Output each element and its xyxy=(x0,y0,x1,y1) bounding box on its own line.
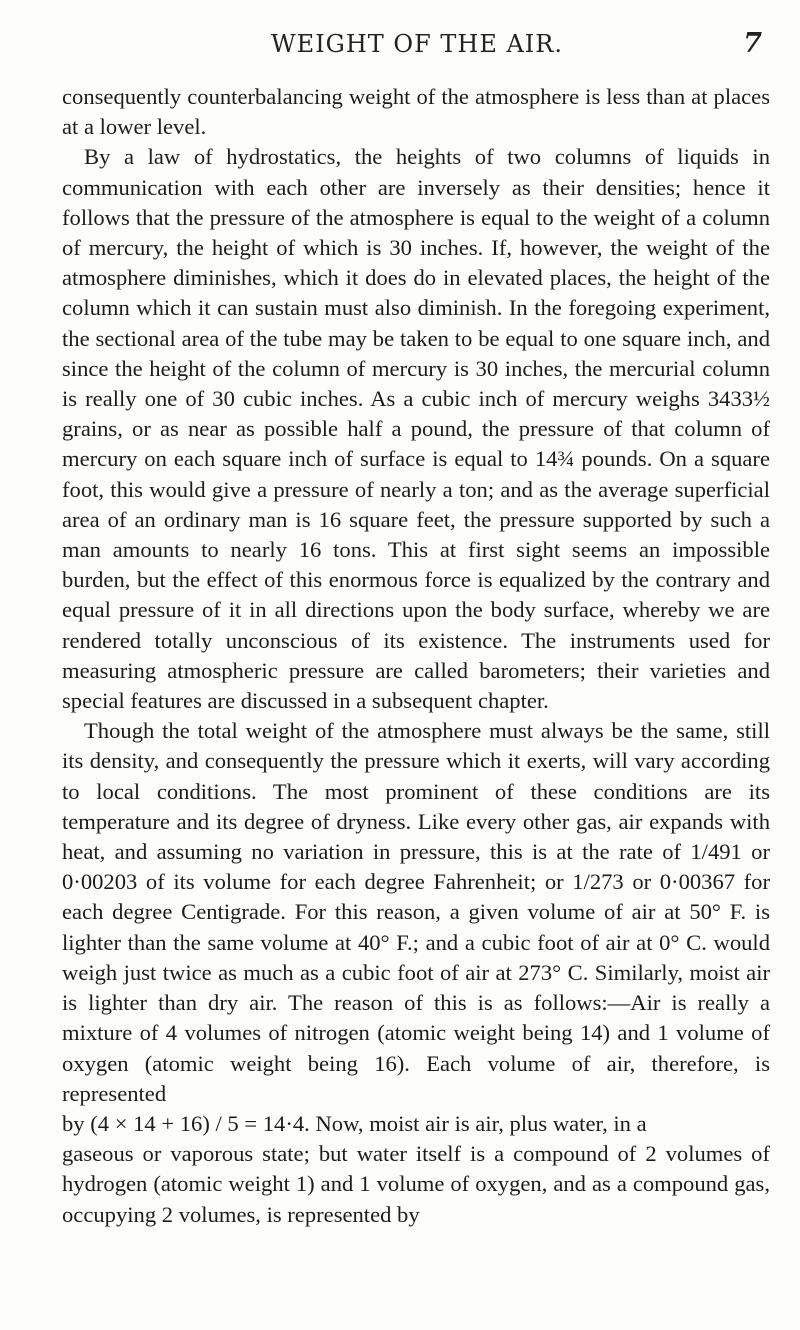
page-number: 7 xyxy=(743,28,762,59)
paragraph-1: consequently counterbalancing weight of the atmosphere is less than at places at a lower level. xyxy=(62,84,770,140)
paragraph-2: By a law of hydrostatics, the heights of two columns of liquids in communication with each other are inversely as their densities; hence it follows that the pressure of the atmosphere is equal to the weight of a column of mercury, the height of which is 30 inches. If, however, the weight of the atmosphere diminishes, which it does do in elevated places, the height of the column which it can sustain must also diminish. In the foregoing experiment, the sectional area of the tube may be taken to be equal to one square inch, and since the height of the column of mercury is 30 inches, the mercurial column is really one of 30 cubic inches. As a cubic inch of mercury weighs 3433½ grains, or as near as possible half a pound, the pressure of that column of mercury on each square inch of surface is equal to 14¾ pounds. On a square foot, this would give a pressure of nearly a ton; and as the average superficial area of an ordinary man is 16 square feet, the pressure supported by such a man amounts to nearly 16 tons. This at first sight seems an impossible burden, but the effect of this enormous force is equalized by the contrary and equal pressure of it in all directions upon the body surface, whereby we are rendered totally unconscious of its existence. The instruments used for measuring atmospheric pressure are called barometers; their varieties and special features are discussed in a subsequent chapter. xyxy=(62,144,770,714)
paragraph-continuation: gaseous or vaporous state; but water itself is a compound of 2 volumes of hydrogen (atomic weight 1) and 1 volume of oxygen, and as a compound gas, occupying 2 volumes, is represented by xyxy=(62,1141,770,1227)
formula-line: by (4 × 14 + 16) / 5 = 14·4. Now, moist air is air, plus water, in a xyxy=(62,1110,647,1136)
page-header xyxy=(66,30,768,64)
paragraph-3: Though the total weight of the atmosphere must always be the same, still its density, and consequently the pressure which it exerts, will vary according to local conditions. The most prominent of these conditions are its temperature and its degree of dryness. Like every other gas, air expands with heat, and assuming no variation in pressure, this is at the rate of 1/491 or 0·00203 of its volume for each degree Fahrenheit; or 1/273 or 0·00367 for each degree Centigrade. For this reason, a given volume of air at 50° F. is lighter than the same volume at 40° F.; and a cubic foot of air at 0° C. would weigh just twice as much as a cubic foot of air at 273° C. Similarly, moist air is lighter than dry air. The reason of this is as follows:—Air is really a mixture of 4 volumes of nitrogen (atomic weight being 14) and 1 volume of oxygen (atomic weight being 16). Each volume of air, therefore, is represented xyxy=(62,718,770,1106)
body-text xyxy=(62,82,770,1230)
running-title: WEIGHT OF THE AIR. xyxy=(271,30,563,58)
